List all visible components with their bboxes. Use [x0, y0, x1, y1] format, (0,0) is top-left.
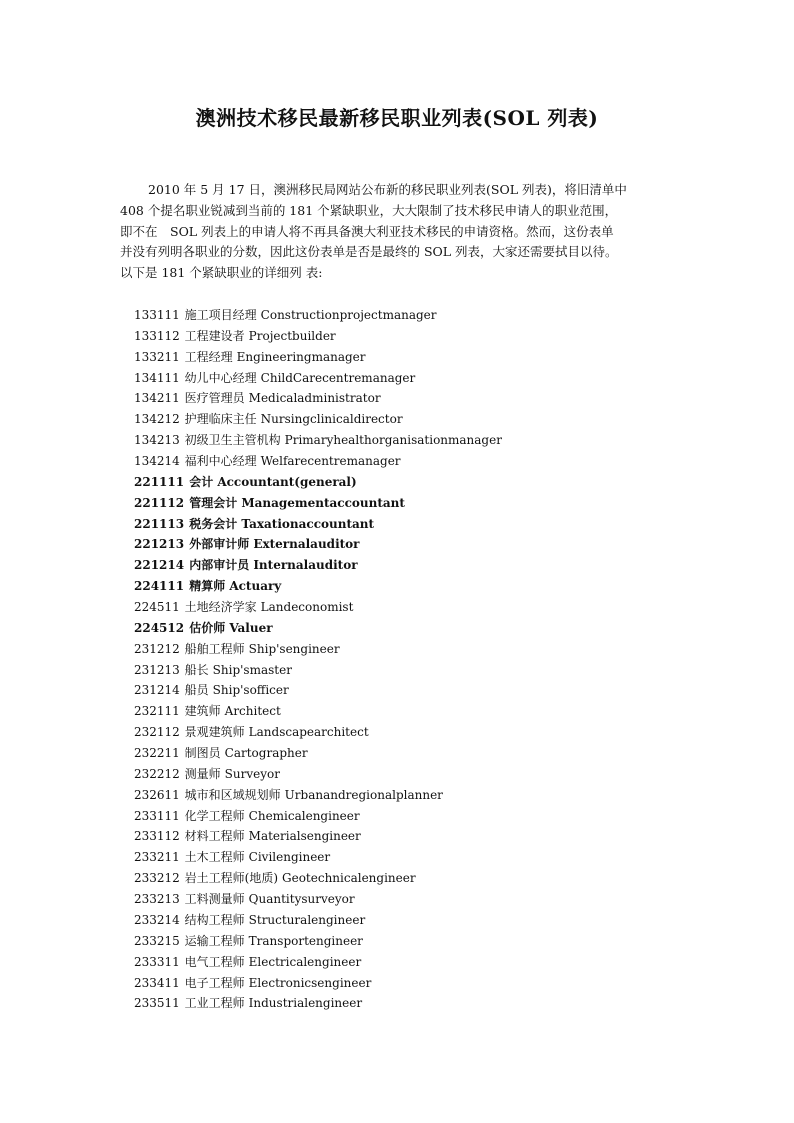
- occupation-code: 233212: [134, 871, 180, 886]
- occupation-code: 232111: [134, 704, 180, 719]
- intro-line: 以下是 181 个紧缺职业的详细列 表:: [120, 265, 323, 281]
- occupation-name-zh: 估价师: [189, 620, 226, 635]
- intro-line: 2010 年 5 月 17 日，澳洲移民局网站公布新的移民职业列表(SOL 列表)，将旧清单中: [148, 182, 627, 197]
- occupation-name-zh: 幼儿中心经理: [184, 370, 257, 385]
- occupation-item: [134, 952, 694, 973]
- occupation-item: [134, 555, 694, 576]
- occupation-name-zh: 工料测量师: [184, 892, 245, 907]
- occupation-item: [134, 847, 694, 868]
- occupation-name-en: Landeconomist: [260, 600, 354, 615]
- occupation-name-en: Externalauditor: [253, 537, 360, 552]
- occupation-item: [134, 597, 694, 618]
- occupation-name-zh: 会计: [189, 474, 214, 489]
- occupation-code: 224111: [134, 579, 185, 594]
- occupation-code: 233111: [134, 808, 180, 823]
- occupation-code: 233214: [134, 912, 180, 927]
- occupation-name-zh: 制图员: [184, 746, 221, 761]
- intro-line: 并没有列明各职业的分数，因此这份表单是否是最终的 SOL 列表，大家还需要拭目以待。: [120, 244, 618, 260]
- occupation-code: 233211: [134, 850, 180, 865]
- occupation-code: 134111: [134, 370, 180, 385]
- occupation-name-zh: 结构工程师: [184, 912, 245, 927]
- occupation-code: 224512: [134, 620, 185, 635]
- occupation-code: 231212: [134, 641, 180, 656]
- occupation-name-en: Constructionprojectmanager: [260, 308, 437, 322]
- occupation-name-zh: 外部审计师: [189, 537, 250, 552]
- intro-line: 即不在 SOL 列表上的申请人将不再具备澳大利亚技术移民的申请资格。然而，这份表单: [120, 223, 614, 239]
- occupation-name-en: Taxationaccountant: [241, 516, 375, 531]
- occupation-code: 233112: [134, 829, 180, 844]
- occupation-name-en: Managementaccountant: [241, 495, 405, 510]
- occupation-name-zh: 测量师: [184, 766, 221, 781]
- occupation-item: [134, 785, 694, 806]
- occupation-name-en: Electronicsengineer: [248, 975, 372, 990]
- occupation-item: [134, 660, 694, 681]
- occupation-name-en: Projectbuilder: [248, 328, 336, 343]
- occupation-code: 224511: [134, 600, 180, 615]
- occupation-name-zh: 内部审计员: [189, 558, 250, 573]
- occupation-item: [134, 388, 694, 409]
- occupation-name-zh: 管理会计: [189, 495, 238, 510]
- occupation-name-en: Chemicalengineer: [248, 808, 360, 823]
- occupation-item: [134, 722, 694, 743]
- occupation-code: 134212: [134, 412, 180, 427]
- occupation-name-en: Quantitysurveyor: [248, 892, 355, 907]
- occupation-item: [134, 743, 694, 764]
- occupation-name-zh: 化学工程师: [184, 808, 245, 823]
- occupation-code: 232112: [134, 725, 180, 740]
- occupation-code: 232611: [134, 787, 180, 802]
- intro-paragraph: [120, 180, 670, 284]
- occupation-item: [134, 993, 694, 1014]
- occupation-name-en: Internalauditor: [253, 558, 358, 573]
- occupation-code: 233511: [134, 996, 180, 1011]
- occupation-code: 133112: [134, 328, 180, 343]
- occupation-code: 134211: [134, 391, 180, 406]
- occupation-code: 232212: [134, 766, 180, 781]
- occupation-name-en: Architect: [224, 704, 281, 719]
- occupation-code: 233215: [134, 933, 180, 948]
- occupation-name-zh: 建筑师: [184, 704, 221, 719]
- occupation-code: 221111: [134, 474, 185, 489]
- occupation-item: [134, 806, 694, 827]
- occupation-name-zh: 工程建设者: [184, 328, 245, 343]
- occupation-name-zh: 工业工程师: [184, 996, 245, 1011]
- occupation-name-zh: 船员: [184, 683, 209, 698]
- occupation-name-zh: 岩土工程师(地质): [184, 871, 279, 886]
- occupation-item: [134, 430, 694, 451]
- occupation-name-en: Valuer: [229, 620, 273, 635]
- occupation-item: [134, 910, 694, 931]
- occupation-name-en: Urbanandregionalplanner: [284, 787, 443, 802]
- occupation-name-zh: 医疗管理员: [184, 391, 245, 406]
- occupation-name-en: Ship'sengineer: [248, 641, 340, 656]
- occupation-name-en: ChildCarecentremanager: [260, 370, 416, 385]
- occupation-name-en: Welfarecentremanager: [260, 454, 401, 469]
- occupation-name-en: Nursingclinicaldirector: [260, 412, 403, 427]
- occupation-name-zh: 电气工程师: [184, 954, 245, 969]
- occupation-item: [134, 347, 694, 368]
- occupation-name-zh: 景观建筑师: [184, 725, 245, 740]
- occupation-item: [134, 973, 694, 994]
- occupation-name-en: Materialsengineer: [248, 829, 361, 844]
- occupation-name-en: Medicaladministrator: [248, 391, 381, 406]
- occupation-item: [134, 534, 694, 555]
- occupation-name-zh: 税务会计: [189, 516, 238, 531]
- occupation-name-en: Accountant(general): [217, 474, 357, 489]
- occupation-name-zh: 电子工程师: [184, 975, 245, 990]
- occupation-item: [134, 764, 694, 785]
- occupation-name-zh: 船舶工程师: [184, 641, 245, 656]
- occupation-name-zh: 运输工程师: [184, 933, 245, 948]
- occupation-code: 221214: [134, 558, 185, 573]
- occupation-name-zh: 福利中心经理: [184, 454, 257, 469]
- occupation-name-zh: 材料工程师: [184, 829, 245, 844]
- occupation-name-en: Engineeringmanager: [236, 349, 366, 364]
- occupation-item: [134, 618, 694, 639]
- occupation-name-en: Structuralengineer: [248, 912, 366, 927]
- occupation-name-zh: 土木工程师: [184, 850, 245, 865]
- occupation-name-zh: 船长: [184, 662, 209, 677]
- occupation-name-en: Transportengineer: [248, 933, 363, 948]
- occupation-item: [134, 868, 694, 889]
- occupation-name-zh: 土地经济学家: [184, 600, 257, 615]
- occupation-code: 232211: [134, 746, 180, 761]
- occupation-name-zh: 工程经理: [184, 349, 233, 364]
- occupation-name-en: Cartographer: [224, 746, 308, 761]
- occupation-item: [134, 326, 694, 347]
- occupation-name-zh: 精算师: [189, 579, 226, 594]
- occupation-code: 231214: [134, 683, 180, 698]
- occupation-item: [134, 576, 694, 597]
- occupation-name-zh: 城市和区域规划师: [184, 787, 281, 802]
- occupation-item: [134, 472, 694, 493]
- occupation-name-en: Electricalengineer: [248, 954, 362, 969]
- occupation-code: 221112: [134, 495, 185, 510]
- occupation-name-zh: 护理临床主任: [184, 412, 257, 427]
- occupation-item: [134, 409, 694, 430]
- occupation-item: [134, 451, 694, 472]
- occupation-item: [134, 493, 694, 514]
- occupation-name-en: Geotechnicalengineer: [282, 871, 416, 886]
- occupation-code: 233411: [134, 975, 180, 990]
- occupation-name-en: Civilengineer: [248, 850, 331, 865]
- occupation-code: 134214: [134, 454, 180, 469]
- occupation-item: [134, 639, 694, 660]
- occupation-code: 221113: [134, 516, 185, 531]
- occupation-name-en: Ship'sofficer: [212, 683, 289, 698]
- occupation-code: 231213: [134, 662, 180, 677]
- occupation-item: [134, 889, 694, 910]
- occupation-name-en: Primaryhealthorganisationmanager: [284, 433, 502, 448]
- occupation-name-zh: 初级卫生主管机构: [184, 433, 281, 448]
- occupation-name-en: Ship'smaster: [212, 662, 292, 677]
- occupation-name-en: Landscapearchitect: [248, 725, 369, 740]
- occupation-name-en: Surveyor: [224, 766, 280, 781]
- occupation-code: 133211: [134, 349, 180, 364]
- page-title: 澳洲技术移民最新移民职业列表(SOL 列表): [195, 106, 599, 130]
- occupation-item: [134, 305, 694, 326]
- occupation-name-zh: 施工项目经理: [184, 308, 257, 322]
- occupation-name-en: Industrialengineer: [248, 996, 363, 1011]
- occupation-code: 133111: [134, 308, 180, 322]
- occupation-code: 221213: [134, 537, 185, 552]
- occupation-item: [134, 368, 694, 389]
- occupation-item: [134, 826, 694, 847]
- intro-line: 408 个提名职业锐减到当前的 181 个紧缺职业，大大限制了技术移民申请人的职业范围，: [120, 202, 618, 218]
- occupation-list: [134, 305, 694, 1014]
- occupation-item: [134, 931, 694, 952]
- occupation-item: [134, 701, 694, 722]
- occupation-code: 134213: [134, 433, 180, 448]
- occupation-code: 233311: [134, 954, 180, 969]
- occupation-name-en: Actuary: [229, 579, 282, 594]
- occupation-code: 233213: [134, 892, 180, 907]
- occupation-item: [134, 680, 694, 701]
- occupation-item: [134, 514, 694, 535]
